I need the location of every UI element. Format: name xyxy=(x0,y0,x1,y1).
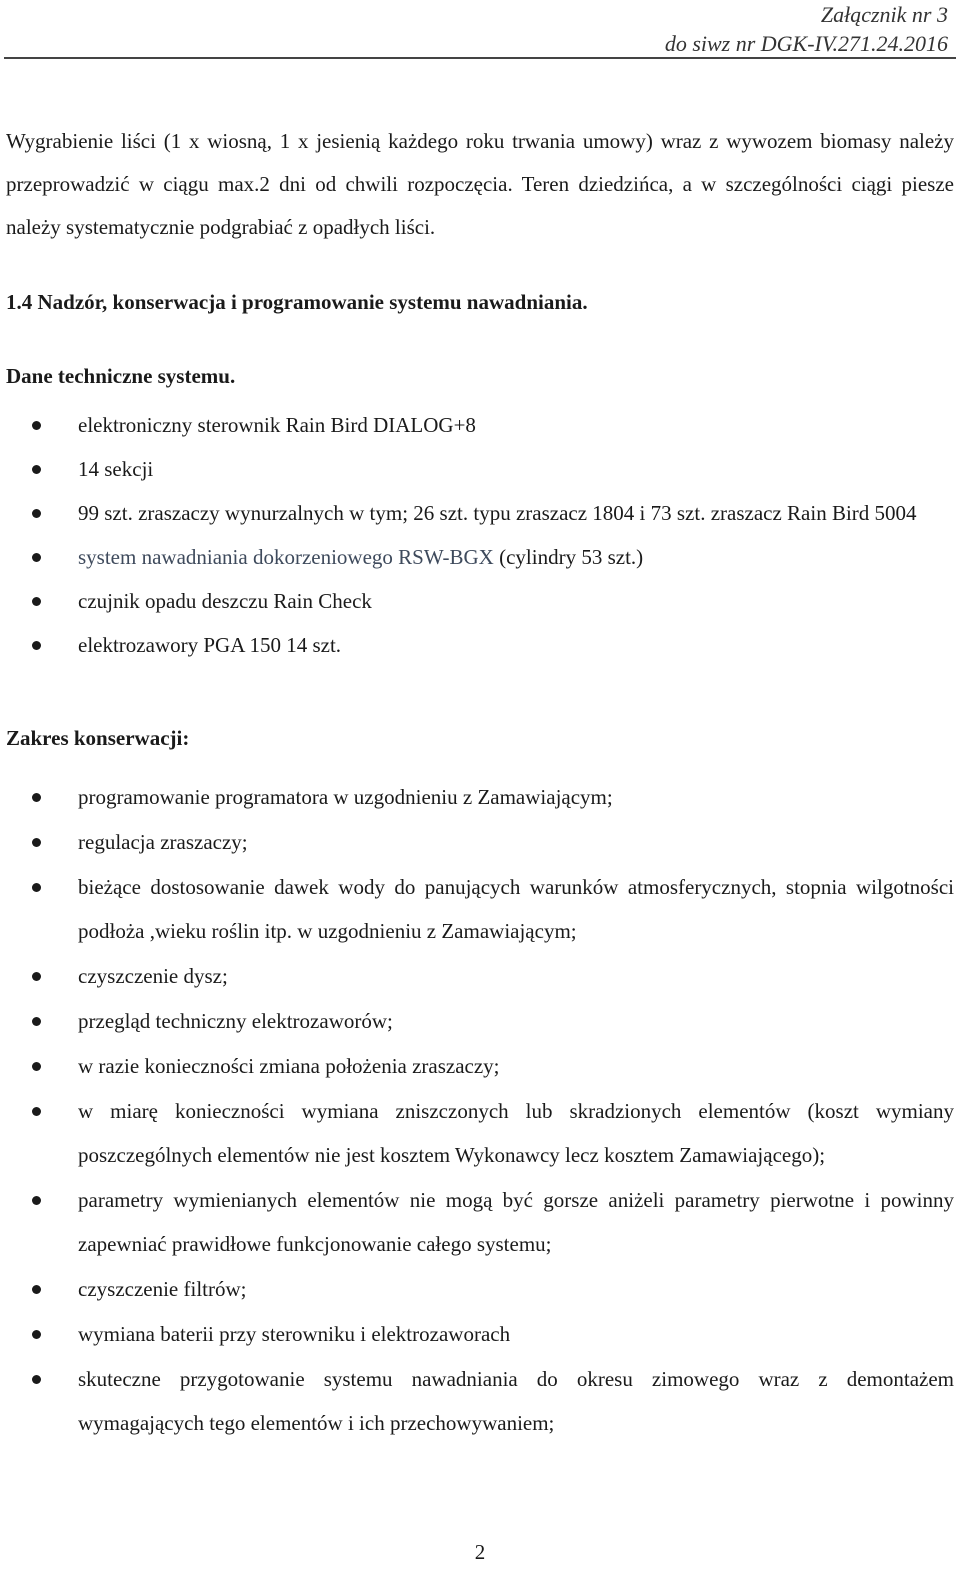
bullet-icon xyxy=(32,1062,41,1071)
list-item: w razie konieczności zmiana położenia zraszaczy; xyxy=(6,1044,954,1088)
bullet-icon xyxy=(32,421,41,430)
bullet-icon xyxy=(32,972,41,981)
bullet-icon xyxy=(32,465,41,474)
document-body xyxy=(6,120,954,1446)
attachment-header xyxy=(665,0,948,58)
list-item: czujnik opadu deszczu Rain Check xyxy=(6,579,954,623)
list-item: elektrozawory PGA 150 14 szt. xyxy=(6,623,954,667)
list-item: programowanie programatora w uzgodnieniu z Zamawiającym; xyxy=(6,775,954,819)
list-item: 99 szt. zraszaczy wynurzalnych w tym; 26 szt. typu zraszacz 1804 i 73 szt. zraszacz Rain Bird 5004 xyxy=(6,491,954,535)
maintenance-scope-heading: Zakres konserwacji: xyxy=(6,726,190,750)
bullet-icon xyxy=(32,793,41,802)
section-heading: 1.4 Nadzór, konserwacja i programowanie systemu nawadniania. xyxy=(6,290,588,314)
header-divider xyxy=(4,57,956,59)
technical-data-list xyxy=(6,403,954,667)
siwz-reference: do siwz nr DGK-IV.271.24.2016 xyxy=(664,31,948,56)
bullet-icon xyxy=(32,509,41,518)
list-item: system nawadniania dokorzeniowego RSW-BGX (cylindry 53 szt.) xyxy=(6,535,954,579)
list-item: w miarę konieczności wymiana zniszczonych lub skradzionych elementów (koszt wymiany poszczególnych elementów nie jest kosztem Wykonawcy lecz kosztem Zamawiającego); xyxy=(6,1089,954,1177)
attachment-number: Załącznik nr 3 xyxy=(820,2,948,27)
list-item: bieżące dostosowanie dawek wody do panujących warunków atmosferycznych, stopnia wilgotności podłoża ,wieku roślin itp. w uzgodnieniu z Zamawiającym; xyxy=(6,865,954,953)
bullet-icon xyxy=(32,641,41,650)
bullet-icon xyxy=(32,838,41,847)
maintenance-scope-list xyxy=(6,775,954,1445)
list-item: skuteczne przygotowanie systemu nawadniania do okresu zimowego wraz z demontażem wymagających tego elementów i ich przechowywaniem; xyxy=(6,1357,954,1445)
list-item: czyszczenie dysz; xyxy=(6,954,954,998)
bullet-icon xyxy=(32,883,41,892)
list-item: czyszczenie filtrów; xyxy=(6,1267,954,1311)
list-item: 14 sekcji xyxy=(6,447,954,491)
technical-data-heading: Dane techniczne systemu. xyxy=(6,364,236,388)
bullet-icon xyxy=(32,553,41,562)
list-item: wymiana baterii przy sterowniku i elektrozaworach xyxy=(6,1312,954,1356)
list-item: elektroniczny sterownik Rain Bird DIALOG+8 xyxy=(6,403,954,447)
bullet-icon xyxy=(32,1285,41,1294)
bullet-icon xyxy=(32,1017,41,1026)
bullet-icon xyxy=(32,1375,41,1384)
page-number: 2 xyxy=(474,1540,486,1564)
list-item: parametry wymienianych elementów nie mogą być gorsze aniżeli parametry pierwotne i powinny zapewniać prawidłowe funkcjonowanie całego systemu; xyxy=(6,1178,954,1266)
list-item: regulacja zraszaczy; xyxy=(6,820,954,864)
list-item: przegląd techniczny elektrozaworów; xyxy=(6,999,954,1043)
bullet-icon xyxy=(32,1107,41,1116)
bullet-icon xyxy=(32,1330,41,1339)
bullet-icon xyxy=(32,597,41,606)
bullet-icon xyxy=(32,1196,41,1205)
intro-paragraph: Wygrabienie liści (1 x wiosną, 1 x jesienią każdego roku trwania umowy) wraz z wywozem biomasy należy przeprowadzić w ciągu max.2 dni od chwili rozpoczęcia. Teren dziedzińca, a w szczególności ciągi piesze należy systematycznie podgrabiać z opadłych liści. xyxy=(6,129,954,239)
